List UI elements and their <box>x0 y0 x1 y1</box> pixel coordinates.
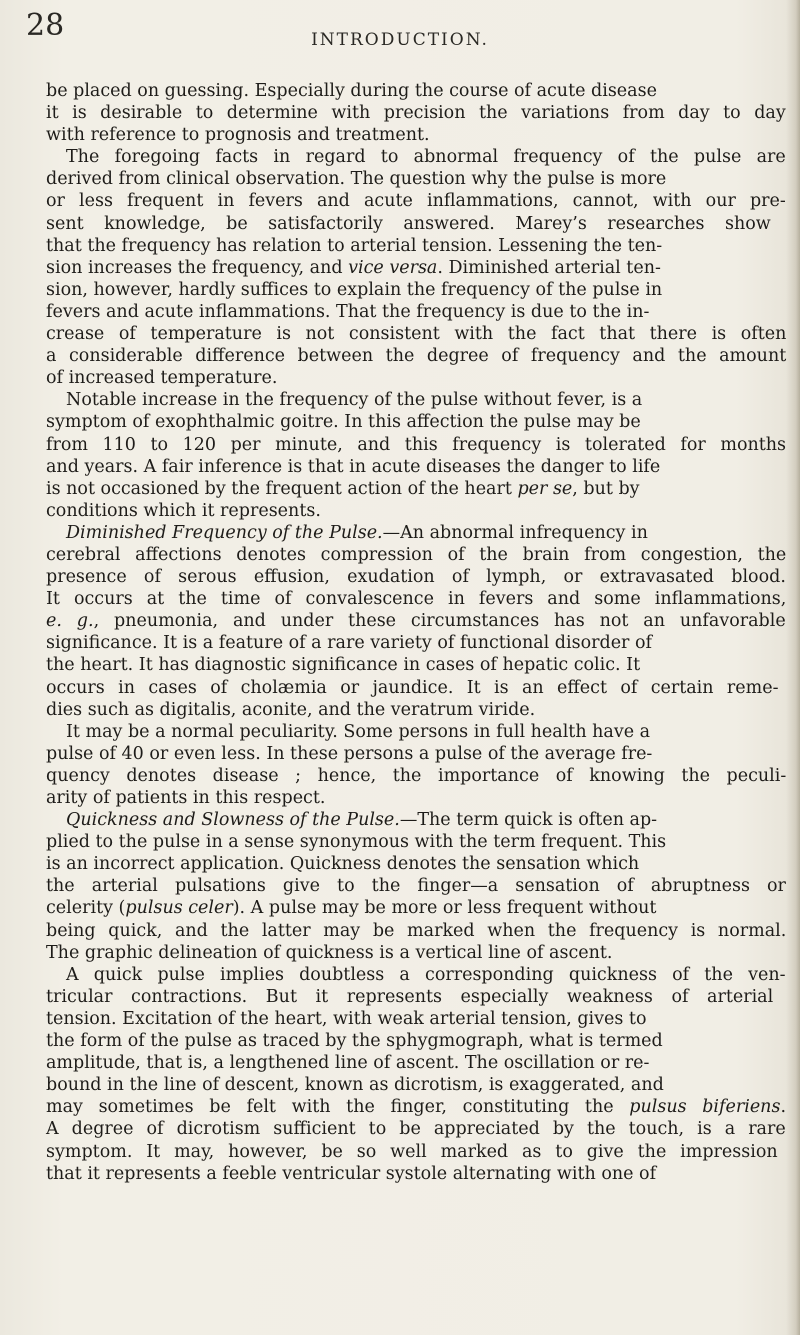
text-line: conditions which it represents. <box>46 500 321 521</box>
text-line: may sometimes be felt with the finger, constituting the pulsus biferiens. <box>46 1097 787 1118</box>
text-line: the arterial pulsations give to the finger—a sensation of abruptness or <box>46 876 786 897</box>
text-line: the heart. It has diagnostic significance in cases of hepatic colic. It <box>46 655 641 676</box>
text-line: from 110 to 120 per minute, and this frequency is tolerated for months <box>46 434 787 455</box>
text-line: that it represents a feeble ventricular systole alternating with one of <box>46 1163 657 1184</box>
text-line: sent knowledge, be satisfactorily answered. Marey’s researches show <box>46 213 771 234</box>
text-line: of increased temperature. <box>46 368 278 389</box>
text-line: tension. Excitation of the heart, with weak arterial tension, gives to <box>46 1008 647 1029</box>
italic-text: Quickness and Slowness of the Pulse. <box>66 810 400 831</box>
text-line: is an incorrect application. Quickness denotes the sensation which <box>46 854 640 875</box>
text-line: occurs in cases of cholæmia or jaundice. It is an effect of certain reme- <box>46 677 779 698</box>
text-line: arity of patients in this respect. <box>46 788 326 808</box>
italic-text: per se <box>517 478 573 499</box>
text-line: be placed on guessing. Especially during the course of acute disease <box>46 81 657 101</box>
text-line: tricular contractions. But it represents especially weakness of arterial <box>46 986 774 1007</box>
text-line: e. g., pneumonia, and under these circumstances has not an unfavorable <box>46 611 786 632</box>
text-line: celerity (pulsus celer). A pulse may be more or less frequent without <box>46 898 657 919</box>
text-line: crease of temperature is not consistent with the fact that there is often <box>46 324 787 345</box>
text-line: A degree of dicrotism sufficient to be appreciated by the touch, is a rare <box>46 1119 786 1140</box>
text-line: symptom. It may, however, be so well marked as to give the impression <box>46 1141 778 1162</box>
text-line: significance. It is a feature of a rare variety of functional disorder of <box>46 633 652 654</box>
text-line: presence of serous effusion, exudation of lymph, or extravasated blood. <box>46 567 786 588</box>
text-line: cerebral affections denotes compression of the brain from congestion, the <box>46 544 787 565</box>
text-line: bound in the line of descent, known as dicrotism, is exaggerated, and <box>46 1075 664 1096</box>
section-heading-line: Diminished Frequency of the Pulse.—An abnormal infrequency in <box>66 522 648 543</box>
text-line: it is desirable to determine with precision the variations from day to day <box>46 103 786 124</box>
text-line: derived from clinical observation. The question why the pulse is more <box>46 169 667 190</box>
text-line: sion, however, hardly suffices to explain the frequency of the pulse in <box>46 279 663 300</box>
text-line: quency denotes disease ; hence, the importance of knowing the peculi- <box>46 765 787 786</box>
italic-text: Diminished Frequency of the Pulse. <box>66 522 383 543</box>
text-line: fevers and acute inflammations. That the frequency is due to the in- <box>46 301 650 322</box>
text-line: the form of the pulse as traced by the sphygmograph, what is termed <box>46 1031 663 1052</box>
italic-text: pulsus biferiens <box>629 1097 781 1118</box>
section-heading-line: Quickness and Slowness of the Pulse.—The term quick is often ap- <box>66 810 658 831</box>
text-line: It occurs at the time of convalescence in fevers and some inflammations, <box>46 589 787 610</box>
italic-text: e. g. <box>46 611 94 632</box>
running-head: INTRODUCTION. <box>311 30 489 50</box>
text-line: or less frequent in fevers and acute inflammations, cannot, with our pre- <box>46 191 786 212</box>
page-number: 28 <box>26 8 65 43</box>
text-line: a considerable difference between the degree of frequency and the amount <box>46 346 787 367</box>
text-line: The graphic delineation of quickness is a vertical line of ascent. <box>46 942 613 963</box>
text-line: and years. A fair inference is that in acute diseases the danger to life <box>46 456 661 477</box>
text-line: sion increases the frequency, and vice versa. Diminished arterial ten- <box>46 257 661 278</box>
text-line: symptom of exophthalmic goitre. In this affection the pulse may be <box>46 412 641 433</box>
text-line: The foregoing facts in regard to abnormal frequency of the pulse are <box>66 147 786 168</box>
text-line: is not occasioned by the frequent action of the heart per se, but by <box>46 478 640 499</box>
italic-text: pulsus celer <box>125 898 233 919</box>
italic-text: vice versa <box>348 257 438 278</box>
text-line: amplitude, that is, a lengthened line of ascent. The oscillation or re- <box>46 1053 650 1074</box>
text-line: It may be a normal peculiarity. Some persons in full health have a <box>66 721 651 742</box>
text-line: with reference to prognosis and treatment. <box>46 125 430 146</box>
text-line: that the frequency has relation to arterial tension. Lessening the ten- <box>46 235 663 256</box>
text-line: A quick pulse implies doubtless a corresponding quickness of the ven- <box>66 964 786 985</box>
text-line: dies such as digitalis, aconite, and the veratrum viride. <box>46 699 536 720</box>
text-line: being quick, and the latter may be marked when the frequency is normal. <box>46 920 787 941</box>
text-line: pulse of 40 or even less. In these persons a pulse of the average fre- <box>46 743 653 764</box>
text-line: plied to the pulse in a sense synonymous with the term frequent. This <box>46 832 667 853</box>
body-text <box>46 80 786 1185</box>
text-line: Notable increase in the frequency of the pulse without fever, is a <box>66 390 643 411</box>
page-edge-shadow <box>786 0 800 1335</box>
